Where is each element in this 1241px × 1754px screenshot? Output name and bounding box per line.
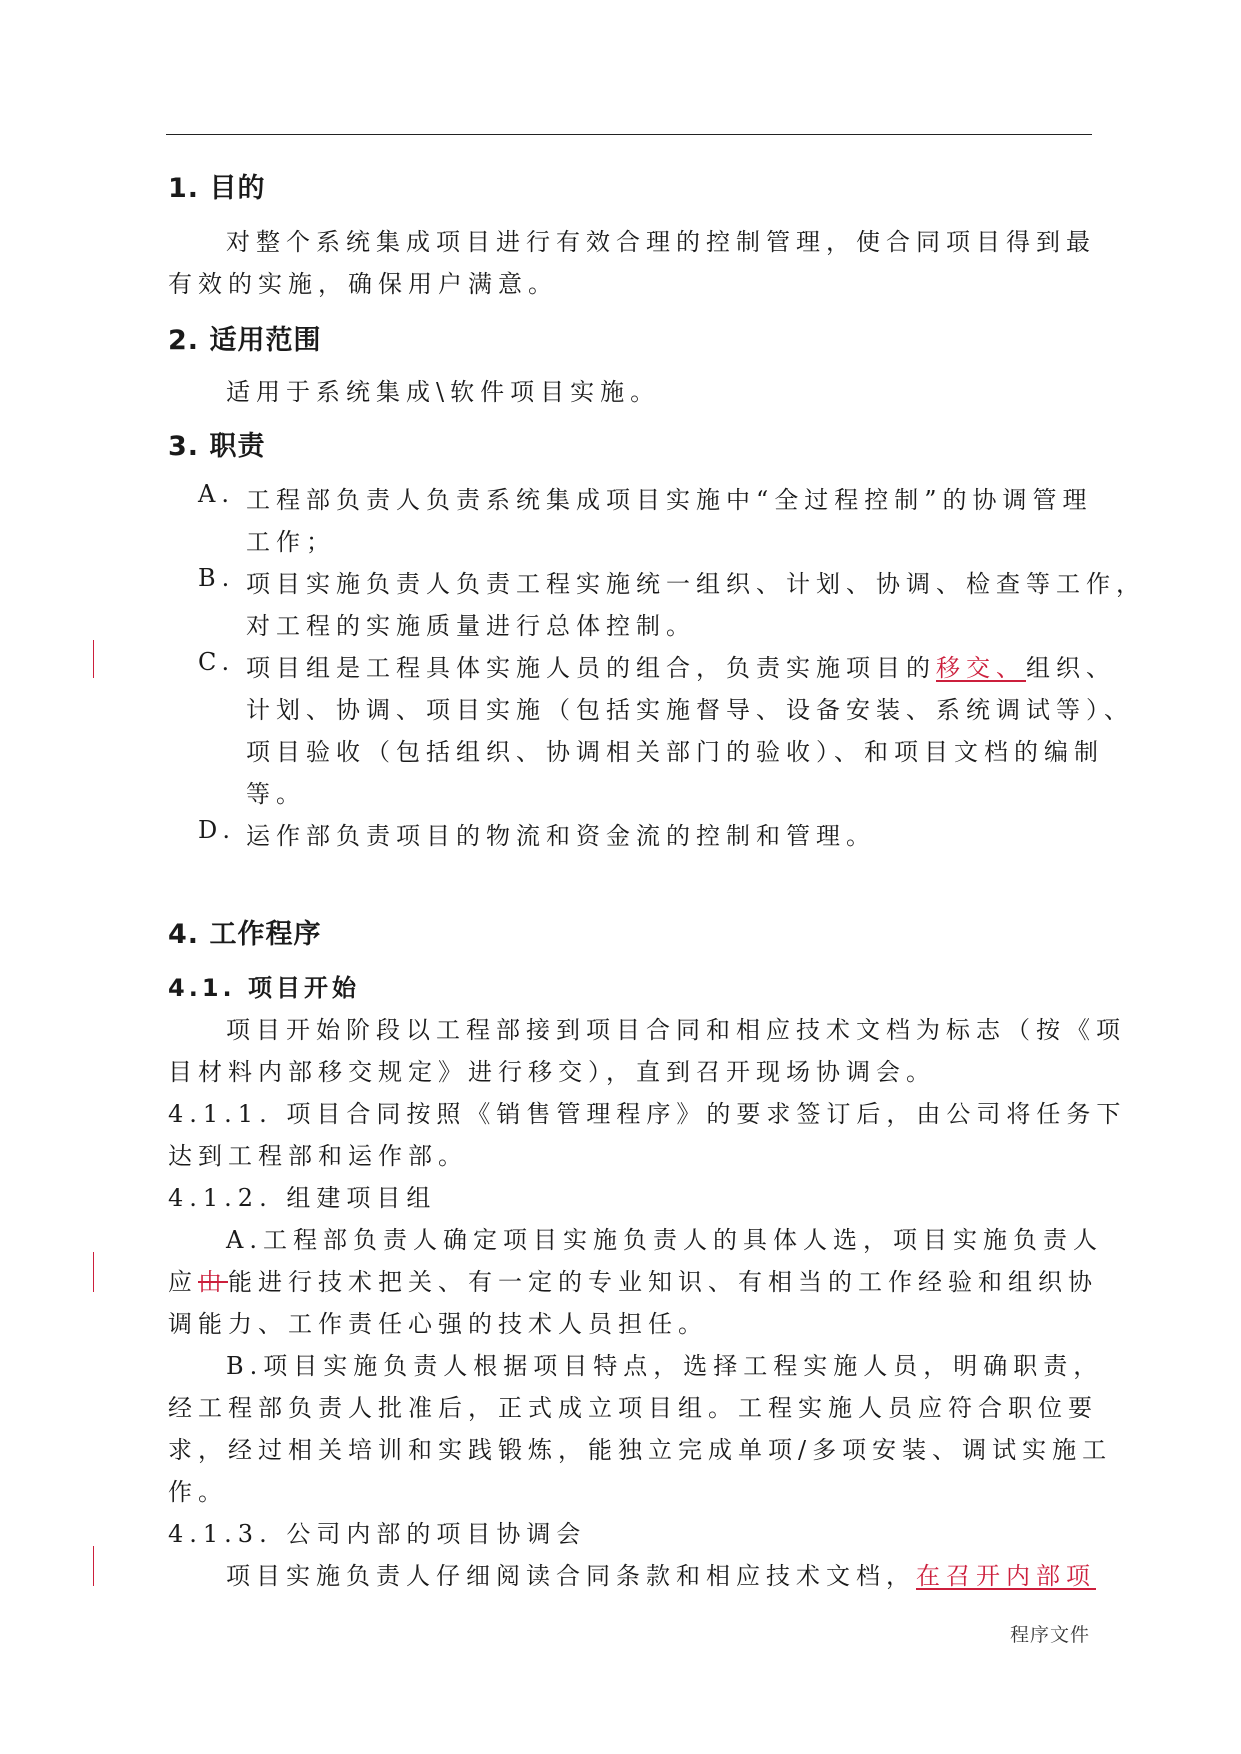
- item-c-line-1: [246, 648, 1116, 683]
- footer-label: 程序文件: [1010, 1624, 1091, 1646]
- item-a-line-2: 工作；: [246, 528, 336, 556]
- item-c-line-4: 等。: [246, 780, 306, 808]
- list-marker-d: D.: [198, 816, 237, 844]
- item-a-line-1: 工程部负责人负责系统集成项目实施中“全过程控制”的协调管理: [246, 486, 1093, 514]
- para-4-1-2-b-line-1: B.项目实施负责人根据项目特点，选择工程实施人员，明确职责，: [226, 1352, 1104, 1380]
- para-4-1-1-line-1: 4.1.1. 项目合同按照《销售管理程序》的要求签订后，由公司将任务下: [168, 1100, 1127, 1128]
- revision-bar: [93, 1546, 94, 1586]
- item-c-text-post: 组织、: [1026, 654, 1116, 682]
- subsection-heading-4-1: 4.1. 项目开始: [168, 974, 360, 1002]
- para-4-1-line-1: 项目开始阶段以工程部接到项目合同和相应技术文档为标志（按《项: [226, 1016, 1126, 1044]
- para-4-1-2-a-line-2: [168, 1262, 1098, 1297]
- para-4-1-2-b-line-3: 求，经过相关培训和实践锻炼，能独立完成单项/多项安装、调试实施工: [168, 1436, 1113, 1464]
- list-marker-b: B.: [198, 564, 236, 592]
- para-4-1-2-a-line-1: A.工程部负责人确定项目实施负责人的具体人选，项目实施负责人: [226, 1226, 1103, 1254]
- scope-line-1: 适用于系统集成\软件项目实施。: [226, 378, 661, 406]
- para-4-1-3-line-1: [226, 1556, 1096, 1591]
- item-d-line-1: 运作部负责项目的物流和资金流的控制和管理。: [246, 822, 876, 850]
- header-rule: [166, 134, 1092, 135]
- item-c-line-3: 项目验收（包括组织、协调相关部门的验收）、和项目文档的编制: [246, 738, 1104, 766]
- para-4-1-2-a-text-post: 能进行技术把关、有一定的专业知识、有相当的工作经验和组织协: [228, 1268, 1098, 1296]
- para-4-1-2-b-line-2: 经工程部负责人批准后，正式成立项目组。工程实施人员应符合职位要: [168, 1394, 1098, 1422]
- purpose-line-1: 对整个系统集成项目进行有效合理的控制管理，使合同项目得到最: [226, 228, 1096, 256]
- purpose-line-2: 有效的实施，确保用户满意。: [168, 270, 558, 298]
- section-heading-responsibilities: 3. 职责: [168, 431, 266, 462]
- para-4-1-2-a-line-3: 调能力、工作责任心强的技术人员担任。: [168, 1310, 708, 1338]
- para-4-1-2-b-line-4: 作。: [168, 1478, 228, 1506]
- para-4-1-3-heading: 4.1.3. 公司内部的项目协调会: [168, 1520, 587, 1548]
- section-heading-purpose: 1. 目的: [168, 173, 266, 204]
- para-4-1-line-2: 目材料内部移交规定》进行移交），直到召开现场协调会。: [168, 1058, 936, 1086]
- list-marker-c: C.: [198, 648, 236, 676]
- revision-bar: [93, 640, 94, 678]
- item-b-line-1: 项目实施负责人负责工程实施统一组织、计划、协调、检查等工作，: [246, 570, 1146, 598]
- para-4-1-2-a-text-pre: 应: [168, 1268, 198, 1296]
- item-c-text: 项目组是工程具体实施人员的组合，负责实施项目的: [246, 654, 936, 682]
- item-b-line-2: 对工程的实施质量进行总体控制。: [246, 612, 696, 640]
- para-4-1-1-line-2: 达到工程部和运作部。: [168, 1142, 468, 1170]
- item-c-line-2: 计划、协调、项目实施（包括实施督导、设备安装、系统调试等）、: [246, 696, 1134, 724]
- section-heading-scope: 2. 适用范围: [168, 325, 322, 356]
- section-heading-procedure: 4. 工作程序: [168, 919, 322, 950]
- inserted-text: 在召开内部项: [916, 1562, 1096, 1590]
- inserted-text: 移交、: [936, 654, 1026, 682]
- deleted-text: 由: [198, 1268, 228, 1296]
- para-4-1-3-text: 项目实施负责人仔细阅读合同条款和相应技术文档，: [226, 1562, 916, 1590]
- revision-bar: [93, 1252, 94, 1292]
- list-marker-a: A.: [198, 480, 235, 508]
- para-4-1-2-heading: 4.1.2. 组建项目组: [168, 1184, 437, 1212]
